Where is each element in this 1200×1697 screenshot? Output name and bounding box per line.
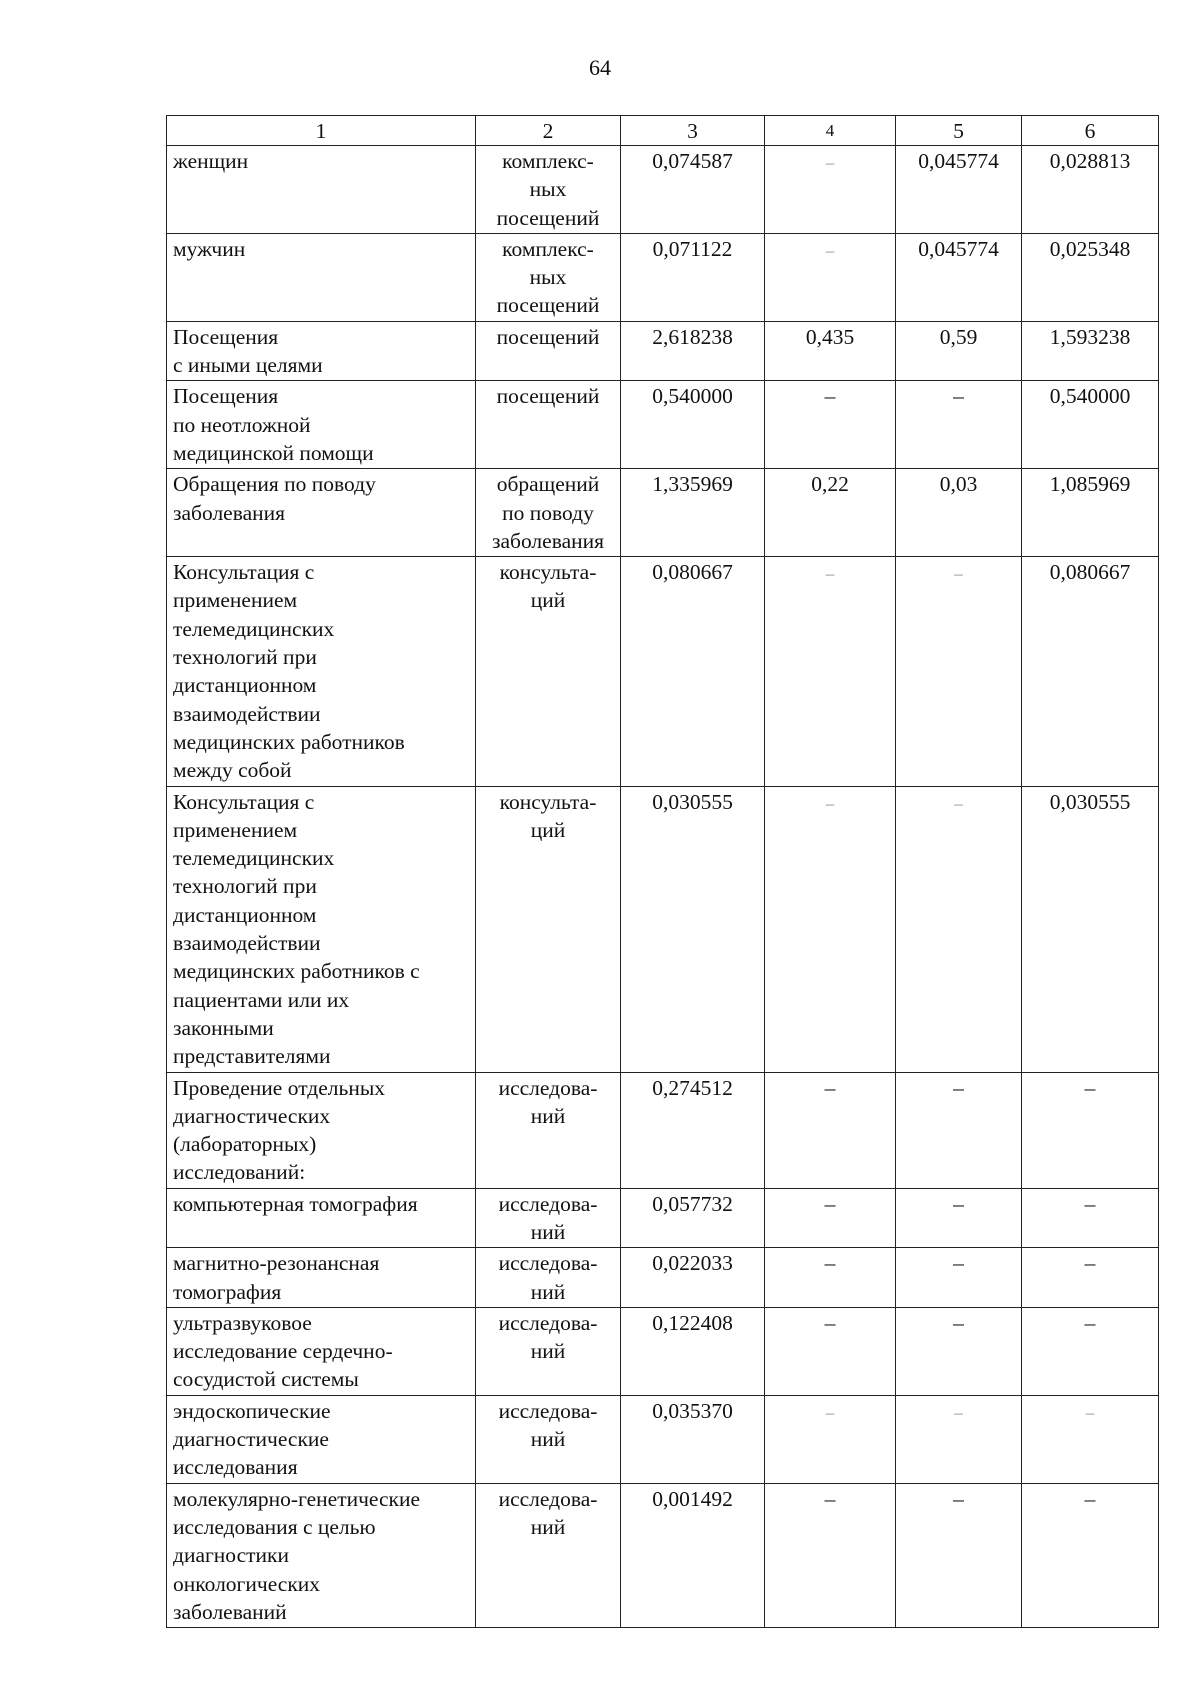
value-col-6: [1022, 469, 1159, 557]
value-col-4-text: –: [824, 1486, 836, 1511]
value-col-4-text: –: [824, 1251, 836, 1276]
table-row: [167, 1483, 1159, 1627]
value-col-6: [1022, 146, 1159, 234]
value-col-3: [621, 469, 765, 557]
row-unit-line: исследова-: [498, 1075, 598, 1100]
row-unit-line: посещений: [496, 205, 600, 230]
value-col-5-text: –: [953, 1251, 964, 1276]
value-col-5: [896, 557, 1022, 786]
row-unit-cell: [476, 146, 621, 234]
row-name-line: Обращения по поводу: [173, 472, 376, 497]
row-name-line: магнитно-резонансная: [173, 1251, 380, 1276]
value-col-6: [1022, 321, 1159, 381]
value-col-4: [765, 233, 896, 321]
value-col-6: [1022, 233, 1159, 321]
row-name-line: Консультация с: [173, 789, 315, 814]
value-col-6: [1022, 1307, 1159, 1395]
row-name-cell: [167, 1483, 476, 1627]
row-name-line: заболеваний: [173, 1599, 287, 1624]
table-row: [167, 321, 1159, 381]
value-col-3: [621, 1188, 765, 1248]
row-unit-line: исследова-: [498, 1251, 598, 1276]
value-col-4-text: –: [824, 1075, 836, 1100]
value-col-5: [896, 1395, 1022, 1483]
row-unit-line: ных: [529, 177, 567, 202]
value-col-5-text: 0,045774: [918, 236, 999, 261]
row-name-line: диагностических: [173, 1103, 331, 1128]
row-name-line: по неотложной: [173, 412, 311, 437]
value-col-5-text: –: [953, 1075, 964, 1100]
value-col-4: [765, 381, 896, 469]
value-col-6: [1022, 1395, 1159, 1483]
row-name-line: молекулярно-генетические: [173, 1486, 421, 1511]
row-unit-line: консульта-: [499, 560, 597, 585]
value-col-4: [765, 786, 896, 1072]
value-col-5: [896, 786, 1022, 1072]
row-name-line: дистанционном: [173, 902, 317, 927]
value-col-5-text: –: [953, 384, 964, 409]
value-col-6-text: 0,028813: [1049, 149, 1131, 173]
value-col-4: [765, 1307, 896, 1395]
value-col-5: [896, 1248, 1022, 1308]
row-unit-cell: [476, 321, 621, 381]
row-name-cell: [167, 233, 476, 321]
table-row: [167, 1307, 1159, 1395]
value-col-6-text: 0,080667: [1049, 560, 1131, 585]
value-col-4-text: –: [825, 793, 835, 813]
value-col-4-text: –: [825, 153, 835, 172]
value-col-3: [621, 1395, 765, 1483]
value-col-4: [765, 1188, 896, 1248]
row-unit-line: заболевания: [491, 528, 605, 553]
value-col-6: [1022, 1072, 1159, 1188]
row-name-line: применением: [173, 817, 298, 842]
column-header-5: 5: [896, 116, 1022, 146]
value-col-6-text: –: [1084, 1191, 1096, 1216]
row-name-line: диагностические: [173, 1427, 329, 1452]
row-name-line: диагностики: [173, 1543, 289, 1568]
row-name-line: пациентами или их: [173, 987, 350, 1012]
table-row: [167, 557, 1159, 786]
value-col-3-text: 0,022033: [652, 1251, 733, 1276]
row-name-line: Посещения: [173, 384, 279, 409]
column-header-4: 4: [765, 116, 896, 146]
row-name-cell: [167, 1307, 476, 1395]
row-unit-line: посещений: [496, 293, 600, 318]
row-name-line: медицинских работников: [173, 729, 405, 754]
row-unit-line: обращений: [496, 472, 600, 497]
data-table: [166, 115, 1159, 1628]
value-col-3: [621, 557, 765, 786]
value-col-5: [896, 1072, 1022, 1188]
value-col-3: [621, 1483, 765, 1627]
value-col-4: [765, 469, 896, 557]
row-name-cell: [167, 557, 476, 786]
value-col-3: [621, 321, 765, 381]
row-name-line: (лабораторных): [173, 1132, 317, 1157]
row-name-line: женщин: [173, 149, 249, 173]
value-col-5-text: –: [953, 1310, 964, 1335]
value-col-3: [621, 146, 765, 234]
row-unit-line: ний: [530, 1339, 566, 1364]
row-name-line: технологий при: [173, 645, 317, 670]
value-col-3-text: 0,001492: [652, 1486, 733, 1511]
row-name-line: дистанционном: [173, 673, 317, 698]
table-row: [167, 469, 1159, 557]
value-col-3-text: 0,057732: [652, 1191, 733, 1216]
row-unit-line: исследова-: [498, 1191, 598, 1216]
row-unit-cell: [476, 1307, 621, 1395]
row-name-line: между собой: [173, 758, 292, 783]
value-col-6-text: 0,540000: [1049, 384, 1131, 409]
row-name-line: взаимодействии: [173, 701, 321, 726]
value-col-5: [896, 1188, 1022, 1248]
table-row: [167, 1395, 1159, 1483]
row-unit-line: посещений: [496, 384, 600, 409]
row-unit-line: ний: [530, 1514, 566, 1539]
row-unit-line: комплекс-: [502, 236, 594, 261]
row-unit-cell: [476, 557, 621, 786]
value-col-5-text: –: [953, 1191, 964, 1216]
row-unit-cell: [476, 233, 621, 321]
value-col-5-text: –: [953, 1486, 964, 1511]
row-name-line: медицинской помощи: [173, 440, 374, 465]
value-col-4-text: –: [824, 1191, 836, 1216]
value-col-5: [896, 1307, 1022, 1395]
value-col-4: [765, 1395, 896, 1483]
row-name-cell: [167, 146, 476, 234]
value-col-6-text: –: [1085, 1402, 1095, 1422]
value-col-6-text: –: [1084, 1251, 1096, 1276]
value-col-5-text: 0,045774: [918, 149, 999, 173]
value-col-6-text: –: [1084, 1486, 1096, 1511]
value-col-4-text: –: [825, 564, 835, 584]
row-name-cell: [167, 1072, 476, 1188]
row-name-line: Посещения: [173, 324, 279, 349]
value-col-6-text: 1,085969: [1049, 472, 1131, 497]
row-unit-line: ний: [530, 1219, 566, 1244]
value-col-3-text: 0,074587: [652, 149, 733, 173]
value-col-4: [765, 1248, 896, 1308]
row-name-line: эндоскопические: [173, 1398, 331, 1423]
value-col-5-text: 0,59: [939, 324, 978, 349]
row-unit-cell: [476, 381, 621, 469]
value-col-5: [896, 321, 1022, 381]
row-name-line: телемедицинских: [173, 616, 335, 641]
row-name-line: представителями: [173, 1044, 331, 1069]
value-col-6: [1022, 1483, 1159, 1627]
row-name-line: сосудистой системы: [173, 1367, 359, 1392]
value-col-5-text: –: [954, 1402, 963, 1422]
row-name-line: компьютерная томография: [173, 1191, 418, 1216]
row-name-line: медицинских работников с: [173, 959, 420, 984]
value-col-6-text: –: [1084, 1075, 1096, 1100]
value-col-6: [1022, 786, 1159, 1072]
row-name-line: применением: [173, 588, 298, 613]
row-unit-line: ний: [530, 1427, 566, 1452]
value-col-3-text: 0,540000: [652, 384, 733, 409]
value-col-3-text: 0,030555: [652, 789, 733, 814]
row-name-line: томография: [173, 1279, 282, 1304]
value-col-4: [765, 321, 896, 381]
row-unit-cell: [476, 469, 621, 557]
row-unit-line: ний: [530, 1279, 566, 1304]
column-header-1: 1: [167, 116, 476, 146]
row-unit-cell: [476, 1395, 621, 1483]
value-col-4-text: –: [824, 1310, 836, 1335]
row-unit-cell: [476, 1188, 621, 1248]
row-name-cell: [167, 381, 476, 469]
value-col-6: [1022, 1188, 1159, 1248]
table-row: [167, 146, 1159, 234]
row-unit-cell: [476, 1483, 621, 1627]
value-col-3-text: 0,035370: [652, 1398, 733, 1423]
value-col-6: [1022, 381, 1159, 469]
value-col-4: [765, 1483, 896, 1627]
value-col-4-text: –: [825, 240, 835, 260]
value-col-6-text: 0,025348: [1049, 236, 1131, 261]
row-unit-line: посещений: [496, 324, 600, 349]
value-col-5: [896, 1483, 1022, 1627]
column-header-3: 3: [621, 116, 765, 146]
value-col-3: [621, 786, 765, 1072]
row-unit-line: комплекс-: [502, 149, 594, 173]
value-col-5-text: –: [954, 793, 963, 813]
column-header-2: 2: [476, 116, 621, 146]
value-col-5-text: –: [954, 564, 963, 584]
table-row: [167, 1072, 1159, 1188]
value-col-6: [1022, 557, 1159, 786]
table-row: [167, 1248, 1159, 1308]
row-name-line: законными: [173, 1015, 274, 1040]
row-name-line: исследований:: [173, 1160, 306, 1185]
value-col-3: [621, 1248, 765, 1308]
value-col-4-text: 0,435: [805, 324, 855, 349]
value-col-4-text: 0,22: [811, 472, 849, 497]
value-col-5: [896, 469, 1022, 557]
row-unit-line: ций: [530, 817, 566, 842]
value-col-3: [621, 1072, 765, 1188]
row-name-line: исследования с целью: [173, 1514, 376, 1539]
row-unit-line: исследова-: [498, 1398, 598, 1423]
value-col-6: [1022, 1248, 1159, 1308]
value-col-3-text: 2,618238: [652, 324, 733, 349]
value-col-4-text: –: [824, 384, 836, 409]
value-col-5: [896, 233, 1022, 321]
value-col-4: [765, 557, 896, 786]
row-unit-line: по поводу: [502, 500, 594, 525]
row-unit-line: ций: [530, 588, 566, 613]
row-unit-cell: [476, 1248, 621, 1308]
column-header-6: 6: [1022, 116, 1159, 146]
row-unit-cell: [476, 786, 621, 1072]
value-col-5: [896, 146, 1022, 234]
row-name-cell: [167, 321, 476, 381]
table-body: [167, 146, 1159, 1628]
row-unit-line: исследова-: [498, 1486, 598, 1511]
table-row: [167, 381, 1159, 469]
table-row: [167, 233, 1159, 321]
value-col-3-text: 0,071122: [652, 236, 733, 261]
row-unit-line: исследова-: [498, 1310, 598, 1335]
page-number: 64: [589, 55, 611, 80]
row-name-cell: [167, 1248, 476, 1308]
value-col-3: [621, 233, 765, 321]
value-col-4: [765, 146, 896, 234]
value-col-6-text: 1,593238: [1049, 324, 1131, 349]
row-name-line: онкологических: [173, 1571, 321, 1596]
row-name-line: с иными целями: [173, 353, 323, 378]
value-col-3-text: 0,080667: [652, 560, 733, 585]
row-name-line: телемедицинских: [173, 846, 335, 871]
row-name-cell: [167, 1395, 476, 1483]
row-name-line: ультразвуковое: [173, 1310, 312, 1335]
row-unit-line: ний: [530, 1103, 566, 1128]
row-unit-line: консульта-: [499, 789, 597, 814]
row-unit-cell: [476, 1072, 621, 1188]
value-col-3-text: 0,274512: [652, 1075, 733, 1100]
row-unit-line: ных: [529, 265, 567, 290]
value-col-5-text: 0,03: [939, 472, 978, 497]
value-col-3: [621, 381, 765, 469]
table-row: [167, 786, 1159, 1072]
value-col-6-text: –: [1084, 1310, 1096, 1335]
table-row: [167, 1188, 1159, 1248]
value-col-3: [621, 1307, 765, 1395]
row-name-line: взаимодействии: [173, 931, 321, 956]
row-name-line: исследование сердечно-: [173, 1339, 393, 1364]
value-col-4-text: –: [825, 1402, 835, 1422]
row-name-line: Проведение отдельных: [173, 1075, 386, 1100]
row-name-line: мужчин: [173, 236, 246, 261]
row-name-cell: [167, 1188, 476, 1248]
value-col-6-text: 0,030555: [1049, 789, 1131, 814]
row-name-line: технологий при: [173, 874, 317, 899]
value-col-4: [765, 1072, 896, 1188]
row-name-line: заболевания: [173, 500, 286, 525]
value-col-3-text: 1,335969: [652, 472, 733, 497]
value-col-5: [896, 381, 1022, 469]
header-row: [167, 116, 1159, 146]
row-name-cell: [167, 786, 476, 1072]
row-name-line: Консультация с: [173, 560, 315, 585]
value-col-3-text: 0,122408: [652, 1310, 733, 1335]
row-name-cell: [167, 469, 476, 557]
row-name-line: исследования: [173, 1455, 298, 1480]
